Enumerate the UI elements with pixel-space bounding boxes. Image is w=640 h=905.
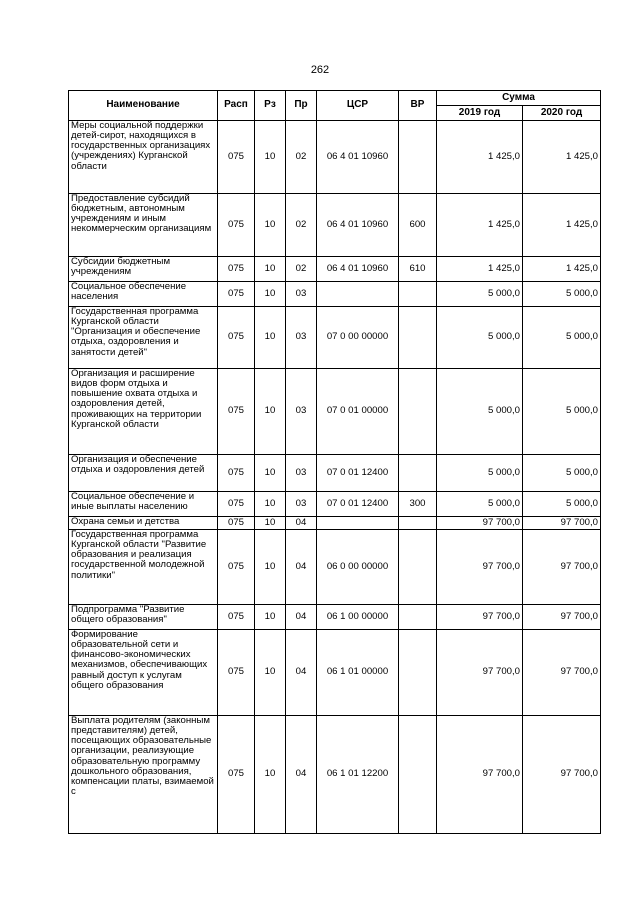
row-rasp: 075 [218,282,255,307]
col-header-2020: 2020 год [523,106,601,121]
row-pr: 04 [286,605,317,630]
row-rasp: 075 [218,257,255,282]
row-rz: 10 [255,605,286,630]
row-name: Организация и расширение видов форм отдыха и повышение охвата отдыха и оздоровления детей, проживающих на территории Курганской области [69,369,218,455]
table-row [69,194,601,257]
row-sum-2020: 97 700,0 [523,716,601,834]
row-rz: 10 [255,257,286,282]
row-sum-2019: 97 700,0 [437,530,523,605]
table-row [69,517,601,530]
row-csr: 06 1 01 12200 [317,716,399,834]
row-sum-2020: 1 425,0 [523,121,601,194]
row-name: Социальное обеспечение и иные выплаты населению [69,492,218,517]
table-row [69,369,601,455]
table-row [69,455,601,492]
row-name: Организация и обеспечение отдыха и оздоровления детей [69,455,218,492]
row-pr: 04 [286,530,317,605]
row-pr: 03 [286,307,317,369]
col-header-csr: ЦСР [317,91,399,121]
row-pr: 03 [286,455,317,492]
budget-table [68,90,601,834]
row-rasp: 075 [218,369,255,455]
row-vr: 300 [399,492,437,517]
row-sum-2020: 97 700,0 [523,517,601,530]
row-vr [399,307,437,369]
row-csr: 06 0 00 00000 [317,530,399,605]
row-pr: 03 [286,369,317,455]
row-vr [399,716,437,834]
row-name: Охрана семьи и детства [69,517,218,530]
row-pr: 02 [286,257,317,282]
row-rasp: 075 [218,716,255,834]
row-vr [399,630,437,716]
col-header-pr: Пр [286,91,317,121]
row-sum-2020: 5 000,0 [523,492,601,517]
row-rasp: 075 [218,194,255,257]
row-vr [399,369,437,455]
row-csr: 06 1 00 00000 [317,605,399,630]
row-sum-2020: 5 000,0 [523,282,601,307]
row-sum-2019: 97 700,0 [437,605,523,630]
row-sum-2020: 97 700,0 [523,630,601,716]
row-pr: 02 [286,194,317,257]
row-rz: 10 [255,492,286,517]
row-vr: 600 [399,194,437,257]
row-vr [399,605,437,630]
col-header-rz: Рз [255,91,286,121]
row-csr [317,282,399,307]
row-pr: 04 [286,716,317,834]
row-name: Субсидии бюджетным учреждениям [69,257,218,282]
row-sum-2019: 1 425,0 [437,257,523,282]
page-number: 262 [310,64,330,76]
row-name: Подпрограмма "Развитие общего образования" [69,605,218,630]
row-sum-2020: 5 000,0 [523,307,601,369]
row-sum-2019: 97 700,0 [437,716,523,834]
row-sum-2020: 97 700,0 [523,605,601,630]
row-csr: 07 0 00 00000 [317,307,399,369]
col-header-2019: 2019 год [437,106,523,121]
row-vr [399,455,437,492]
row-sum-2019: 5 000,0 [437,369,523,455]
row-name: Социальное обеспечение населения [69,282,218,307]
row-rasp: 075 [218,121,255,194]
row-sum-2020: 5 000,0 [523,455,601,492]
row-csr: 06 1 01 00000 [317,630,399,716]
row-csr: 07 0 01 12400 [317,455,399,492]
row-sum-2019: 5 000,0 [437,282,523,307]
row-rasp: 075 [218,605,255,630]
row-rasp: 075 [218,530,255,605]
row-sum-2019: 5 000,0 [437,455,523,492]
table-row [69,257,601,282]
row-rz: 10 [255,716,286,834]
row-name: Предоставление субсидий бюджетным, автономным учреждениям и иным некоммерческим организациям [69,194,218,257]
row-pr: 04 [286,630,317,716]
row-vr [399,121,437,194]
row-rasp: 075 [218,455,255,492]
row-name: Государственная программа Курганской области "Организация и обеспечение отдыха, оздоровления и занятости детей" [69,307,218,369]
row-csr: 07 0 01 00000 [317,369,399,455]
row-sum-2020: 97 700,0 [523,530,601,605]
row-rasp: 075 [218,492,255,517]
row-rasp: 075 [218,307,255,369]
table-row [69,492,601,517]
row-vr [399,530,437,605]
table-row [69,121,601,194]
row-rz: 10 [255,369,286,455]
col-header-sum: Сумма [437,91,601,106]
table-row [69,716,601,834]
row-sum-2020: 1 425,0 [523,194,601,257]
row-rz: 10 [255,530,286,605]
row-rz: 10 [255,194,286,257]
row-rasp: 075 [218,517,255,530]
row-pr: 03 [286,282,317,307]
row-csr: 07 0 01 12400 [317,492,399,517]
row-name: Меры социальной поддержки детей-сирот, находящихся в государственных организациях (учреждениях) Курганской области [69,121,218,194]
row-sum-2019: 5 000,0 [437,307,523,369]
row-sum-2019: 1 425,0 [437,194,523,257]
row-sum-2020: 5 000,0 [523,369,601,455]
table-header-row [69,91,601,106]
row-vr [399,282,437,307]
row-csr: 06 4 01 10960 [317,121,399,194]
col-header-name: Наименование [69,91,218,121]
row-sum-2019: 5 000,0 [437,492,523,517]
row-sum-2019: 97 700,0 [437,517,523,530]
row-rz: 10 [255,282,286,307]
table-row [69,307,601,369]
row-csr [317,517,399,530]
row-rz: 10 [255,630,286,716]
row-name: Формирование образовательной сети и финансово-экономических механизмов, обеспечивающих равный доступ к услугам общего образования [69,630,218,716]
row-sum-2019: 97 700,0 [437,630,523,716]
table-row [69,530,601,605]
row-rasp: 075 [218,630,255,716]
table-row [69,282,601,307]
row-csr: 06 4 01 10960 [317,194,399,257]
col-header-vr: ВР [399,91,437,121]
row-rz: 10 [255,121,286,194]
row-rz: 10 [255,517,286,530]
row-name: Выплата родителям (законным представителям) детей, посещающих образовательные организации, реализующие образовательную программу дошкольного образования, компенсации платы, взимаемой с [69,716,218,834]
row-csr: 06 4 01 10960 [317,257,399,282]
row-pr: 04 [286,517,317,530]
row-vr [399,517,437,530]
table-row [69,630,601,716]
row-vr: 610 [399,257,437,282]
row-sum-2020: 1 425,0 [523,257,601,282]
table-row [69,605,601,630]
row-pr: 02 [286,121,317,194]
row-rz: 10 [255,455,286,492]
row-pr: 03 [286,492,317,517]
row-sum-2019: 1 425,0 [437,121,523,194]
row-name: Государственная программа Курганской области "Развитие образования и реализация государственной молодежной политики" [69,530,218,605]
col-header-rasp: Расп [218,91,255,121]
row-rz: 10 [255,307,286,369]
